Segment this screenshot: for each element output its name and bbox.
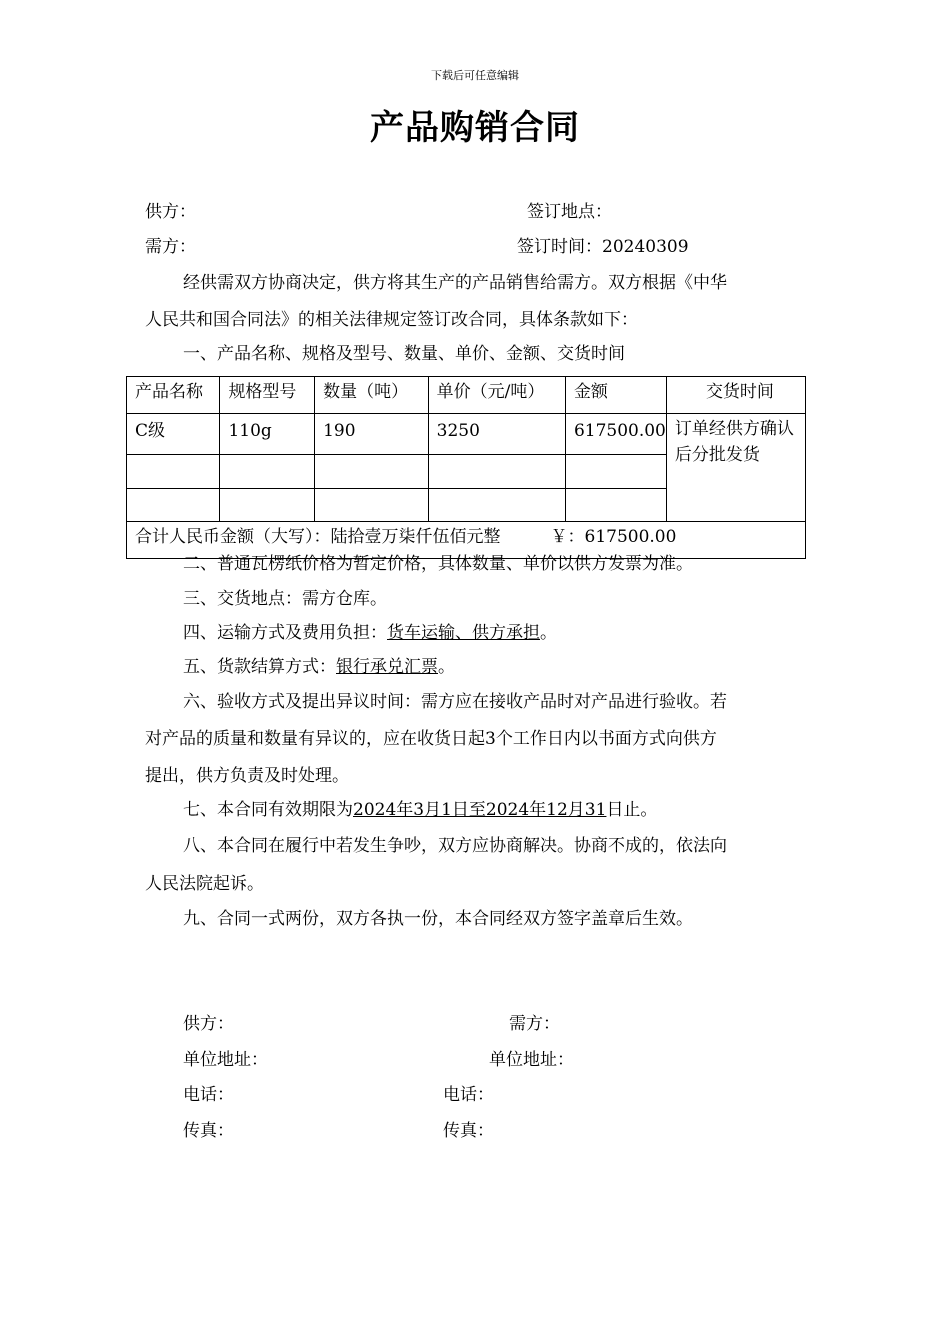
clause-1: 一、产品名称、规格及型号、数量、单价、金额、交货时间 <box>183 344 625 364</box>
intro-line-1: 经供需双方协商决定，供方将其生产的产品销售给需方。双方根据《中华 <box>183 273 727 293</box>
signature-supplier-fax: 传真： <box>183 1121 234 1141</box>
header-note: 下载后可任意编辑 <box>431 69 519 82</box>
clause-9: 九、合同一式两份，双方各执一份，本合同经双方签字盖章后生效。 <box>183 909 693 929</box>
total-amount: ￥：617500.00 <box>550 527 677 547</box>
header-unit-price: 单价（元/吨） <box>428 377 565 414</box>
empty-cell <box>428 489 565 522</box>
header-amount: 金额 <box>565 377 666 414</box>
clause-6-line-1: 六、验收方式及提出异议时间：需方应在接收产品时对产品进行验收。若 <box>183 692 727 712</box>
signature-buyer-fax: 传真： <box>443 1121 494 1141</box>
cell-product-name: C级 <box>127 414 220 455</box>
cell-spec: 110g <box>220 414 315 455</box>
empty-cell <box>220 455 315 489</box>
clause-6-line-3: 提出，供方负责及时处理。 <box>145 766 349 786</box>
empty-cell <box>565 489 666 522</box>
empty-cell <box>565 455 666 489</box>
empty-cell <box>127 455 220 489</box>
total-in-words: 合计人民币金额（大写）：陆拾壹万柒仟伍佰元整 <box>135 527 501 547</box>
goods-table <box>126 376 806 559</box>
clause-4-suffix: 。 <box>540 623 557 643</box>
signature-supplier: 供方： <box>183 1014 234 1034</box>
clause-7 <box>183 798 657 822</box>
clause-4 <box>183 621 557 645</box>
clause-5-suffix: 。 <box>438 657 455 677</box>
clause-7-prefix: 七、本合同有效期限为 <box>183 800 353 820</box>
clause-5-prefix: 五、货款结算方式： <box>183 657 336 677</box>
signature-buyer: 需方： <box>509 1014 560 1034</box>
header-spec: 规格型号 <box>220 377 315 414</box>
empty-cell <box>220 489 315 522</box>
signature-buyer-address: 单位地址： <box>489 1050 574 1070</box>
supplier-label: 供方： <box>145 202 196 222</box>
empty-cell <box>315 489 429 522</box>
validity-period: 2024年3月1日至2024年12月31 <box>353 800 607 820</box>
clause-3: 三、交货地点：需方仓库。 <box>183 589 387 609</box>
header-delivery-time: 交货时间 <box>666 377 805 414</box>
document-title: 产品购销合同 <box>370 108 580 148</box>
cell-amount: 617500.00 <box>565 414 666 455</box>
clause-6-line-2: 对产品的质量和数量有异议的，应在收货日起3个工作日内以书面方式向供方 <box>145 729 717 749</box>
transport-method: 货车运输、供方承担 <box>387 623 540 643</box>
cell-quantity: 190 <box>315 414 429 455</box>
empty-cell <box>127 489 220 522</box>
cell-delivery-time: 订单经供方确认后分批发货 <box>666 414 805 522</box>
table-header-row <box>127 377 806 414</box>
clause-5 <box>183 655 455 679</box>
clause-7-suffix: 日止。 <box>606 800 658 820</box>
buyer-label: 需方： <box>145 237 196 257</box>
empty-cell <box>315 455 429 489</box>
sign-time-label: 签订时间：20240309 <box>517 237 689 257</box>
header-quantity: 数量（吨） <box>315 377 429 414</box>
intro-line-2: 人民共和国合同法》的相关法律规定签订改合同，具体条款如下： <box>145 310 638 330</box>
payment-method: 银行承兑汇票 <box>336 657 438 677</box>
signature-supplier-phone: 电话： <box>183 1085 234 1105</box>
clause-2: 二、普通瓦楞纸价格为暂定价格，具体数量、单价以供方发票为准。 <box>183 554 693 574</box>
header-product-name: 产品名称 <box>127 377 220 414</box>
sign-place-label: 签订地点： <box>527 202 612 222</box>
signature-supplier-address: 单位地址： <box>183 1050 268 1070</box>
table-row <box>127 414 806 455</box>
signature-buyer-phone: 电话： <box>443 1085 494 1105</box>
clause-4-prefix: 四、运输方式及费用负担： <box>183 623 387 643</box>
clause-8-line-1: 八、本合同在履行中若发生争吵，双方应协商解决。协商不成的，依法向 <box>183 836 727 856</box>
clause-8-line-2: 人民法院起诉。 <box>145 874 264 894</box>
empty-cell <box>428 455 565 489</box>
cell-unit-price: 3250 <box>428 414 565 455</box>
